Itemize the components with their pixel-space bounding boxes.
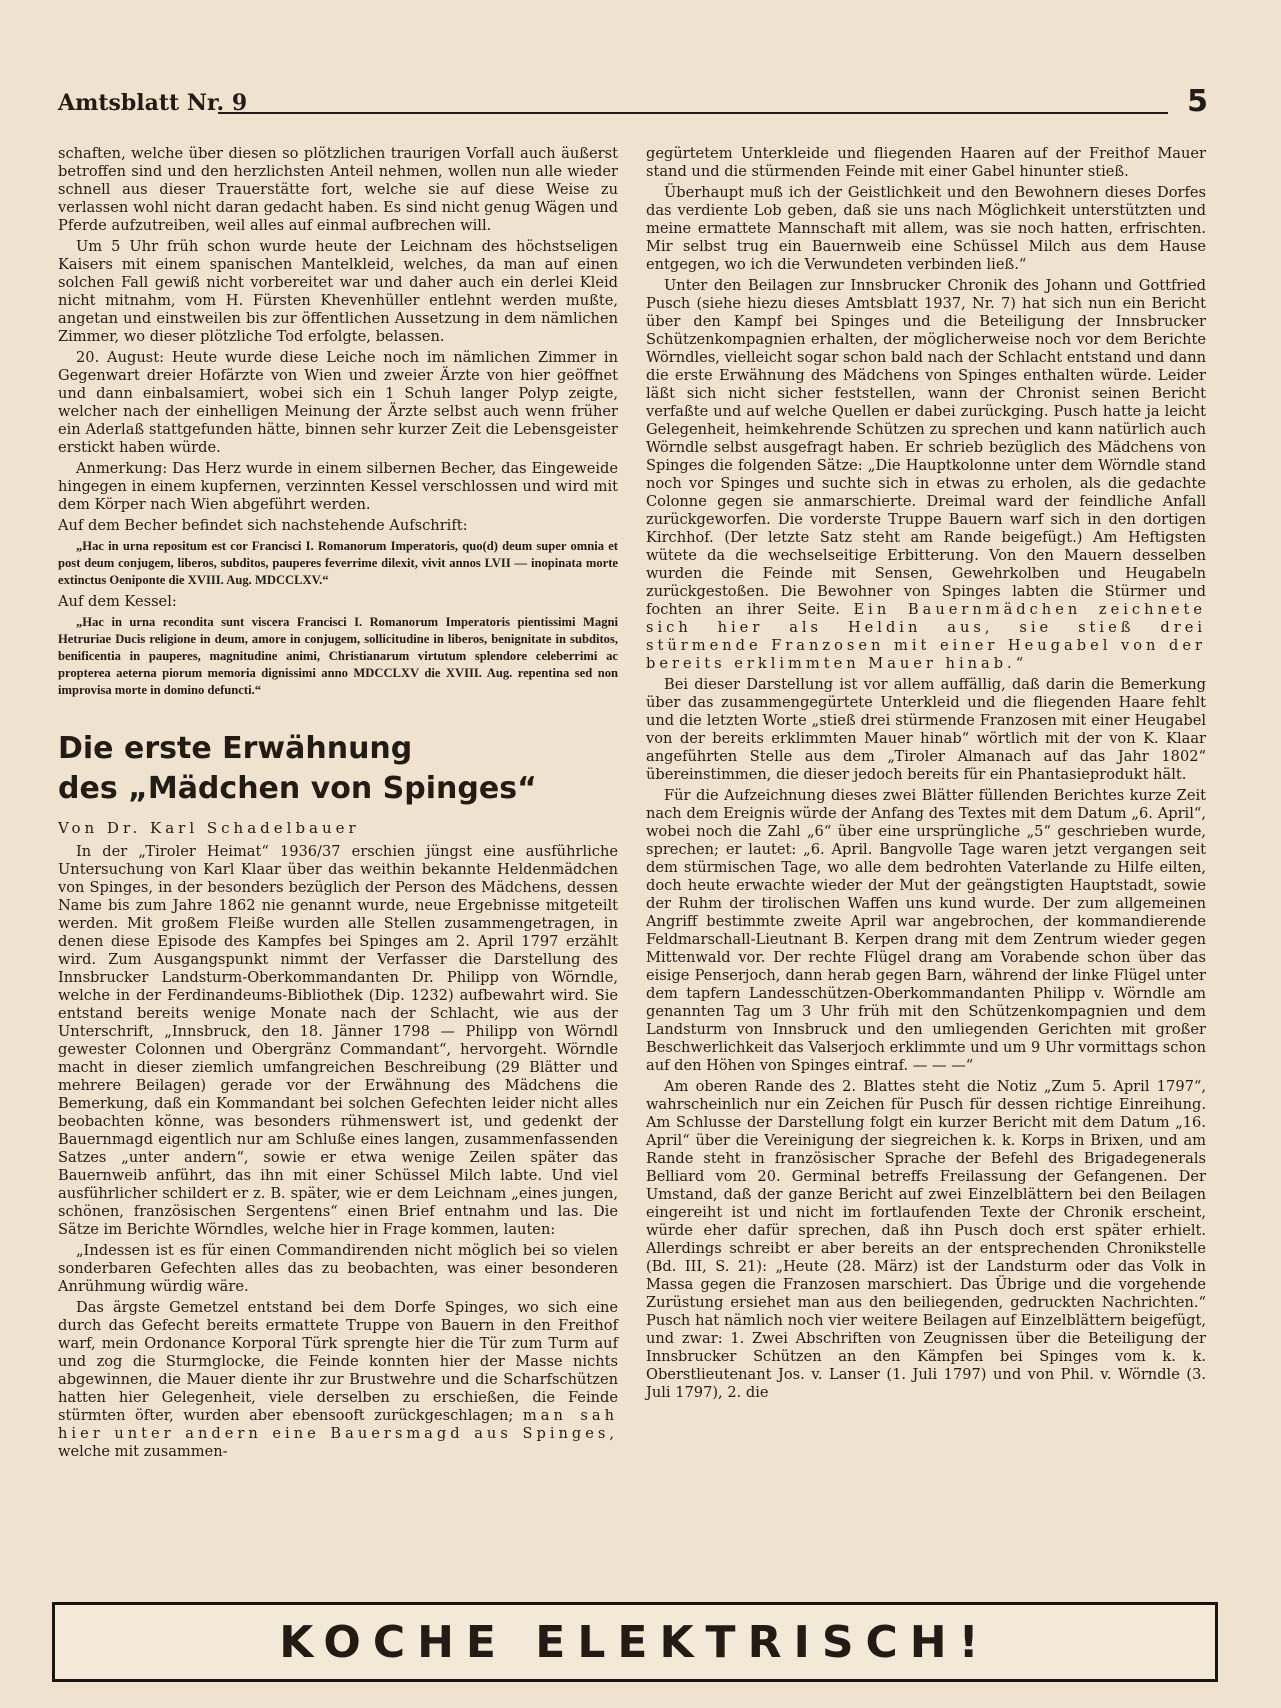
paragraph: Am oberen Rande des 2. Blattes steht die Notiz „Zum 5. April 1797“, wahrscheinlich nur ein Zeichen für Pusch für dessen richtige Einreihung. Am Schlusse der Darstellung folgt ein kurzer Bericht mit dem Datum „16. April“ über die Vereinigung der siegreichen k. k. Korps in Brixen, und am Rande steht in französischer Sprache der Befehl des Brigadegenerals Belliard vom 20. Germinal betreffs Freilassung der Gefangenen. Der Umstand, daß der ganze Bericht auf zwei Einzelblättern bei den Beilagen eingereiht ist und nicht im fortlaufenden Texte der Chronik erscheint, würde eher dafür sprechen, daß ihn Pusch doch erst später erhielt. Allerdings schreibt er aber bereits an der entsprechenden Chronikstelle (Bd. III, S. 21): „Heute (28. März) ist der Landsturm oder das Volk in Massa gegen die Franzosen marschiert. Das Übrige und die vorgehende Zurüstung ersiehet man aus den beiliegenden, gedruckten Nachrichten.“ Pusch hat nämlich noch vier weitere Beilagen auf Einzelblättern beigefügt, und zwar: 1. Zwei Abschriften von Zeugnissen über die Beteiligung der Innsbrucker Schützen an den Kämpfen bei Spinges vom k. k. Oberstlieutenant Jos. v. Lanser (1. Juli 1797) und von Phil. v. Wörndle (3. Juli 1797), 2. die <box>646 1078 1206 1401</box>
paragraph: gegürtetem Unterkleide und fliegenden Haaren auf der Freithof Mauer stand und die stürmenden Feinde mit einer Gabel hinunter stieß. <box>646 145 1206 180</box>
header-title: Amtsblatt Nr. 9 <box>58 90 248 116</box>
header-rule <box>218 112 1168 114</box>
paragraph: Bei dieser Darstellung ist vor allem auffällig, daß darin die Bemerkung über das zusammengegürtete Unterkleid und die fliegenden Haare fehlt und die letzten Worte „stieß drei stürmende Franzosen mit einer Heugabel von der bereits erklimmten Mauer hinab“ wörtlich mit der von K. Klaar angeführten Stelle aus dem „Tiroler Almanach auf das Jahr 1802“ übereinstimmen, die dieser jedoch bereits für ein Phantasieprodukt hält. <box>646 676 1206 783</box>
paragraph: Für die Aufzeichnung dieses zwei Blätter füllenden Berichtes kurze Zeit nach dem Ereignis würde der Anfang des Textes mit dem Datum „6. April“, wobei noch die Zahl „6“ über eine ursprüngliche „5“ geschrieben wurde, sprechen; er lautet: „6. April. Bangvolle Tage waren jetzt vergangen seit dem stürmischen Tage, wo alle dem bedrohten Vaterlande zu Hilfe eilten, doch heute erwachte wieder der Mut der geängstigten Hauptstadt, sowie der Ruhm der tirolischen Waffen uns kund wurde. Der zum allgemeinen Angriff bestimmte zweite April war angebrochen, der kommandierende Feldmarschall-Lieutnant B. Kerpen drang mit dem Zentrum wieder gegen Mittenwald vor. Der rechte Flügel drang am Vorabende schon über das eisige Penserjoch, dann herab gegen Barn, während der linke Flügel unter dem tapfern Landesschützen-Oberkommandanten Philipp v. Wörndle am genannten Tag um 3 Uhr früh mit den Schützenkompagnien und dem Landsturm von Innsbruck und den umliegenden Gerichten mit großer Beschwerlichkeit das Valserjoch erklimmte und um 9 Uhr vormittags schon auf den Höhen von Spinges eintraf. — — —“ <box>646 787 1206 1074</box>
paragraph: Auf dem Kessel: <box>58 593 177 610</box>
banner-text: KOCHE ELEKTRISCH! <box>279 1616 991 1668</box>
latin-inscription: „Hac in urna repositum est cor Francisci I. Romanorum Imperatoris, quo(d) deum super omnia et post deum conjugem, liberos, subditos, pauperes feverrime dilexit, vivit annos LVII — inopinata morte extinctus Oeniponte die XVIII. Aug. MDCCLXV.“ <box>58 539 618 587</box>
paragraph: Auf dem Becher befindet sich nachstehende Aufschrift: <box>58 517 468 534</box>
spaced-emphasis: man sah hier unter andern eine Bauersmagd aus Spinges, <box>58 1407 619 1442</box>
page-header <box>58 84 1208 124</box>
paragraph-text: Unter den Beilagen zur Innsbrucker Chronik des Johann und Gottfried Pusch (siehe hiezu dieses Amtsblatt 1937, Nr. 7) hat sich nun ein Bericht über den Kampf bei Spinges und die Beteiligung der Innsbrucker Schützenkompagnien erhalten, der möglicherweise noch vor dem Berichte Wörndles, vielleicht sogar schon bald nach der Schlacht entstand und dann die erste Erwähnung des Mädchens von Spinges enthalten würde. Leider läßt sich nicht sicher feststellen, wann der Chronist seinen Bericht verfaßte und auf welche Quellen er dabei zurückging. Pusch hatte ja leicht Gelegenheit, heimkehrende Schützen zu sprechen und kann natürlich auch Wörndle selbst ausgefragt haben. Er schrieb bezüglich des Mädchens von Spinges die folgenden Sätze: „Die Hauptkolonne unter dem Wörndle stand noch vor Spinges und suchte sich in etwas zu erholen, als die gedachte Colonne gegen sie anmarschierte. Dreimal ward der feindliche Anfall zurückgeworfen. Die vorderste Truppe Bauern warf sich in den dortigen Kirchhof. (Der letzte Satz steht am Rande beigefügt.) Am Heftigsten wütete da die wechselseitige Erbitterung. Von den Mauern desselben wurden die Feinde mit Sensen, Gewehrkolben und Heugabeln zurückgestoßen. Die Bewohner von Spinges labten die Stürmer und fochten an ihrer Seite. <box>646 277 1206 618</box>
paragraph: „Indessen ist es für einen Commandirenden nicht möglich bei so vielen sonderbaren Gefechten alles das zu beobachten, was einer besonderen Anrühmung würdig wäre. <box>58 1242 618 1295</box>
paragraph: In der „Tiroler Heimat“ 1936/37 erschien jüngst eine ausführliche Untersuchung von Karl Klaar über das weithin bekannte Heldenmädchen von Spinges, in der besonders bezüglich der Person des Mädchens, dessen Name bis zum Jahre 1862 nie genannt wurde, neue Ergebnisse mitgeteilt werden. Mit großem Fleiße wurden alle Stellen zusammengetragen, in denen diese Episode des Kampfes bei Spinges am 2. April 1797 erzählt wird. Zum Ausgangspunkt nimmt der Verfasser die Darstellung des Innsbrucker Landsturm-Oberkommandanten Dr. Philipp von Wörndle, welche in der Ferdinandeums-Bibliothek (Dip. 1232) aufbewahrt wird. Sie entstand bereits wenige Monate nach der Schlacht, wie aus der Unterschrift, „Innsbruck, den 18. Jänner 1798 — Philipp von Wörndl gewester Colonnen und Obergränz Commandant“, hervorgeht. Wörndle macht in dieser ziemlich umfangreichen Beschreibung (29 Blätter und mehrere Beilagen) gerade vor der Erwähnung des Mädchens die Bemerkung, daß ein Kommandant bei solchen Gefechten leider nicht alles beobachten könne, was besonders rühmenswert ist, und gedenkt der Bauernmagd eigentlich nur am Schluße eines langen, zusammenfassenden Satzes „unter andern“, sowie er etwa wenige Zeilen später das Bauernweib anführt, das ihn mit einer Schüssel Milch labte. Und viel ausführlicher schildert er z. B. später, wie er dem Leichnam „eines jungen, schönen, französischen Sergentens“ einen Brief entnahm und las. Die Sätze im Berichte Wörndles, welche hier in Frage kommen, lauten: <box>58 843 618 1238</box>
paragraph: Anmerkung: Das Herz wurde in einem silbernen Becher, das Eingeweide hingegen in einem kupfernen, verzinnten Kessel verschlossen und wird mit dem Körper nach Wien abgeführt werden. <box>58 460 618 513</box>
article-byline: Von Dr. Karl Schadelbauer <box>58 819 360 837</box>
paragraph <box>646 277 1206 673</box>
advertisement-banner <box>52 1602 1218 1682</box>
spaced-emphasis: Ein Bauernmädchen zeichnete sich hier als Heldin aus, sie stieß drei stürmende Franzosen mit einer Heugabel von der bereits erklimmten Mauer hinab.“ <box>646 601 1207 672</box>
paragraph <box>58 1299 618 1461</box>
article-title-line: Die erste Erwähnung <box>58 731 413 766</box>
paragraph-continuation: welche mit zusammen- <box>58 1443 228 1460</box>
paragraph: schaften, welche über diesen so plötzlichen traurigen Vorfall auch äußerst betroffen sind und den herzlichsten Anteil nehmen, wollen nun alle wieder schnell aus dieser Trauerstätte fort, welche sie auf diese Weise zu verlassen wohl nicht daran gedacht haben. Es sind nicht genug Wägen und Pferde aufzutreiben, weil alles auf einmal aufbrechen will. <box>58 145 618 234</box>
latin-inscription: „Hac in urna recondita sunt viscera Francisci I. Romanorum Imperatoris pientissimi Magni Hetruriae Ducis religione in deum, amore in conjugem, sollicitudine in liberos, benignitate in subditos, benificentia in pauperes, magnitudine animi, Christianarum virtutum splendore celeberrimi ac propterea aeterna piorum memoria dignissimi anno MDCCLXV die XVIII. Aug. repentina sed non improvisa morte in domino defuncti.“ <box>58 615 618 697</box>
left-column <box>58 145 618 1464</box>
paragraph: Um 5 Uhr früh schon wurde heute der Leichnam des höchstseligen Kaisers mit einem spanischen Mantelkleid, welches, da man auf einen solchen Fall gewiß nicht vorbereitet war und daher auch ein derlei Kleid nicht mitnahm, vom H. Fürsten Khevenhüller entlehnt werden mußte, angetan und einstweilen bis zur öffentlichen Aussetzung in dem nämlichen Zimmer, wo dieser plötzliche Tod erfolgte, belassen. <box>58 238 618 345</box>
page-number: 5 <box>1187 84 1208 119</box>
paragraph-text: Das ärgste Gemetzel entstand bei dem Dorfe Spinges, wo sich eine durch das Gefecht bereits ermattete Truppe von Bauern in den Freithof warf, mein Ordonance Korporal Türk sprengte hier die Tür zum Turm auf und zog die Sturmglocke, die Feinde konnten hier der Masse nichts abgewinnen, die Mauer diente ihr zur Brustwehre und die Scharfschützen hatten hier Gelegenheit, viele derselben zu erschießen, die Feinde stürmten öfter, wurden aber ebensooft zurückgeschlagen; <box>58 1299 618 1424</box>
article-title <box>58 729 618 809</box>
paragraph: 20. August: Heute wurde diese Leiche noch im nämlichen Zimmer in Gegenwart dreier Hofärzte von Wien und zweier Ärzte von hier geöffnet und dann einbalsamiert, wobei sich ein 1 Schuh langer Polyp zeigte, welcher nach der einhelligen Meinung der Ärzte selbst auch wenn früher ein Aderlaß stattgefunden hätte, binnen sehr kurzer Zeit die Lebensgeister erstickt haben würde. <box>58 349 618 456</box>
article-title-line: des „Mädchen von Spinges“ <box>58 771 537 806</box>
right-column <box>646 145 1206 1405</box>
paragraph: Überhaupt muß ich der Geistlichkeit und den Bewohnern dieses Dorfes das verdiente Lob geben, daß sie uns nach Möglichkeit unterstützten und meine ermattete Mannschaft mit allem, was sie noch hatten, erfrischten. Mir selbst trug ein Bauernweib eine Schüssel Milch aus dem Hause entgegen, wo ich die Verwundeten verbinden ließ.“ <box>646 184 1206 273</box>
